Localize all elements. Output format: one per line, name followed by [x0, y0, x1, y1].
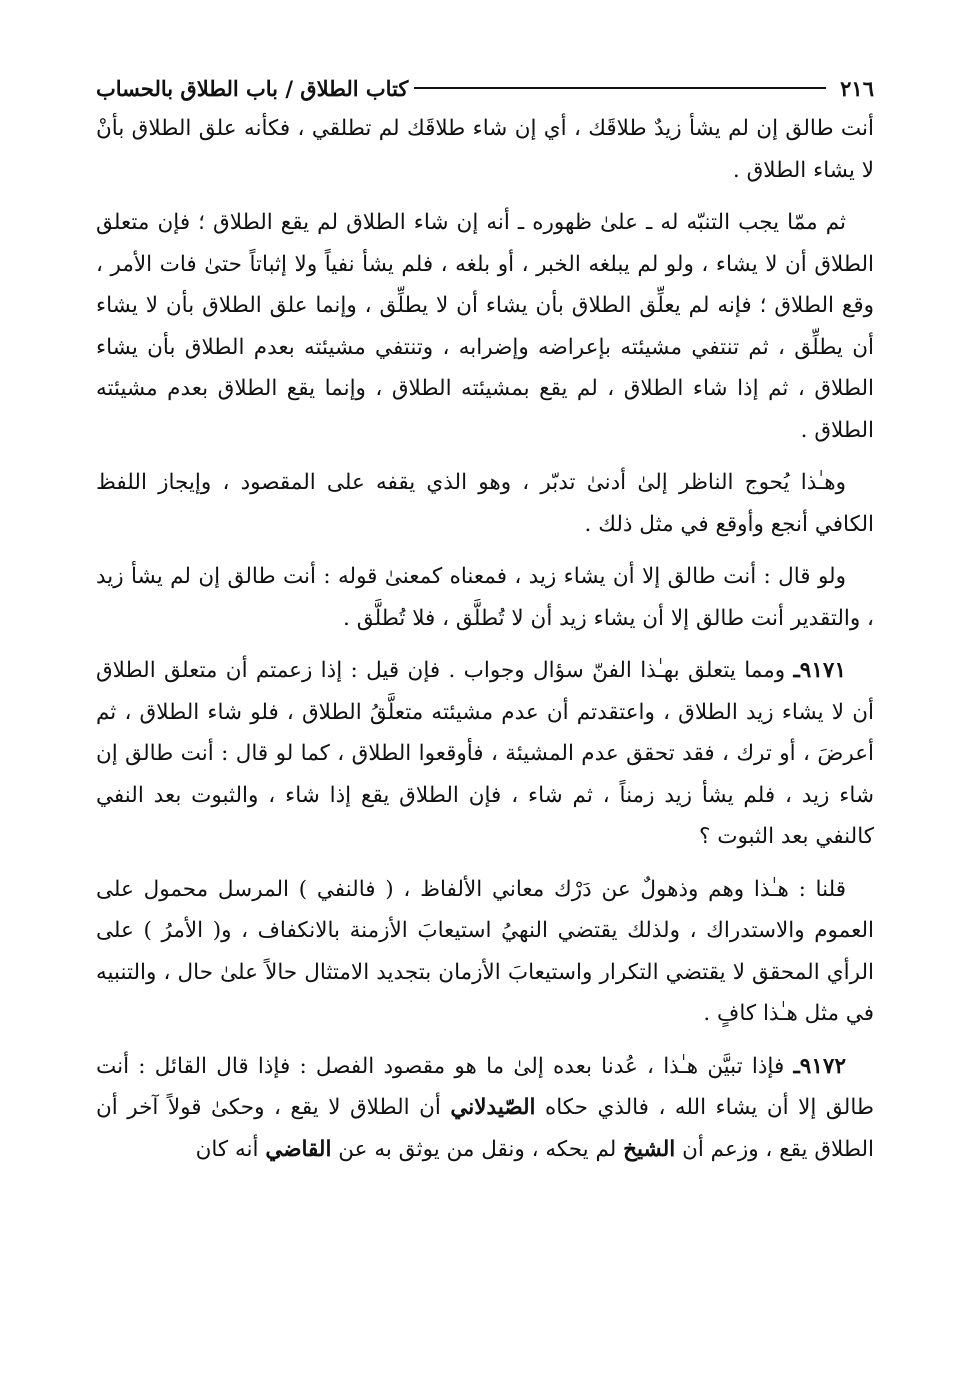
running-header [96, 68, 874, 108]
page-number: ٢١٦ [840, 75, 874, 101]
running-title: كتاب الطلاق / باب الطلاق بالحساب [96, 75, 409, 101]
paragraph-text: ومما يتعلق بهـٰذا الفنّ سؤال وجواب . فإن قيل : إذا زعمتم أن متعلق الطلاق أن لا يشاء زيد الطلاق ، واعتقدتم أن عدم مشيئته متعلَّقُ الطلاق ، فلو شاء الطلاق ، ثم أعرضَ ، أو ترك ، فقد تحقق عدم المشيئة ، فأوقعوا الطلاق ، كما لو قال : أنت طالق إن شاء زيد ، فلم يشأ زيد زمناً ، ثم شاء ، فإن الطلاق يقع إذا شاء ، والثبوت بعد النفي كالنفي بعد الثبوت ؟ [96, 658, 874, 849]
numbered-paragraph [96, 650, 874, 858]
paragraph-text: ولو قال : أنت طالق إلا أن يشاء زيد ، فمعناه كمعنىٰ قوله : أنت طالق إن لم يشأ زيد ، والتقدير أنت طالق إلا أن يشاء زيد أن لا تُطلَّق ، فلا تُطلَّق . [96, 564, 874, 631]
paragraph [96, 108, 874, 191]
paragraph-text: لم يحكه ، ونقل من يوثق به عن [331, 1136, 624, 1162]
section-number: ٩١٧١ـ [793, 658, 846, 683]
scholar-name: الشيخ [623, 1136, 676, 1162]
numbered-paragraph [96, 1046, 874, 1171]
paragraph [96, 202, 874, 451]
header-rule [414, 87, 826, 89]
paragraph-text: أن الطلاق لا يقع ، وحكىٰ قولاً آخر أن الطلاق يقع ، وزعم أن [96, 1095, 874, 1162]
paragraph-text: فإذا تبيَّن هـٰذا ، عُدنا بعده إلىٰ ما هو مقصود الفصل : فإذا قال القائل : أنت طالق إلا أن يشاء الله ، فالذي حكاه [96, 1053, 874, 1120]
document-page [96, 68, 874, 1170]
section-number: ٩١٧٢ـ [793, 1053, 846, 1079]
scholar-name: الصّيدلاني [450, 1095, 536, 1120]
paragraph-text: وهـٰذا يُحوج الناظر إلىٰ أدنىٰ تدبّر ، وهو الذي يقفه على المقصود ، وإيجاز اللفظ الكافي أنجع وأوقع في مثل ذلك . [96, 470, 874, 537]
paragraph [96, 556, 874, 639]
paragraph [96, 869, 874, 1035]
scholar-name: القاضي [265, 1136, 332, 1162]
paragraph-text: قلنا : هـٰذا وهم وذهولٌ عن دَرْك معاني الألفاظ ، ( فالنفي ) المرسل محمول على العموم والاستدراك ، ولذلك يقتضي النهيُ استيعابَ الأزمنة بالانكفاف ، و( الأمرُ ) على الرأي المحقق لا يقتضي التكرار واستيعابَ الأزمان بتجديد الامتثال حالاً علىٰ حال ، والتنبيه في مثل هـٰذا كافٍ . [96, 876, 874, 1026]
paragraph-text: ثم ممّا يجب التنبّه له ـ علىٰ ظهوره ـ أنه إن شاء الطلاق لم يقع الطلاق ؛ فإن متعلق الطلاق أن لا يشاء ، ولو لم يبلغه الخبر ، أو بلغه ، فلم يشأ نفياً ولا إثباتاً حتىٰ فات الأمر ، وقع الطلاق ؛ فإنه لم يعلِّق الطلاق بأن يشاء أن لا يطلِّق ، وإنما علق الطلاق بأن لا يشاء أن يطلِّق ، ثم تنتفي مشيئته بإعراضه وإضرابه ، وتنتفي مشيئته بعدم الطلاق بأن يشاء الطلاق ، ثم إذا شاء الطلاق ، لم يقع بمشيئته الطلاق ، وإنما يقع الطلاق بعدم مشيئته الطلاق . [96, 210, 874, 443]
paragraph [96, 462, 874, 545]
paragraph-text: أنت طالق إن لم يشأ زيدٌ طلاقَك ، أي إن شاء طلاقَك لم تطلقي ، فكأنه علق الطلاق بأنْ لا يشاء الطلاق . [96, 116, 874, 183]
paragraph-text: أنه كان [195, 1136, 266, 1162]
